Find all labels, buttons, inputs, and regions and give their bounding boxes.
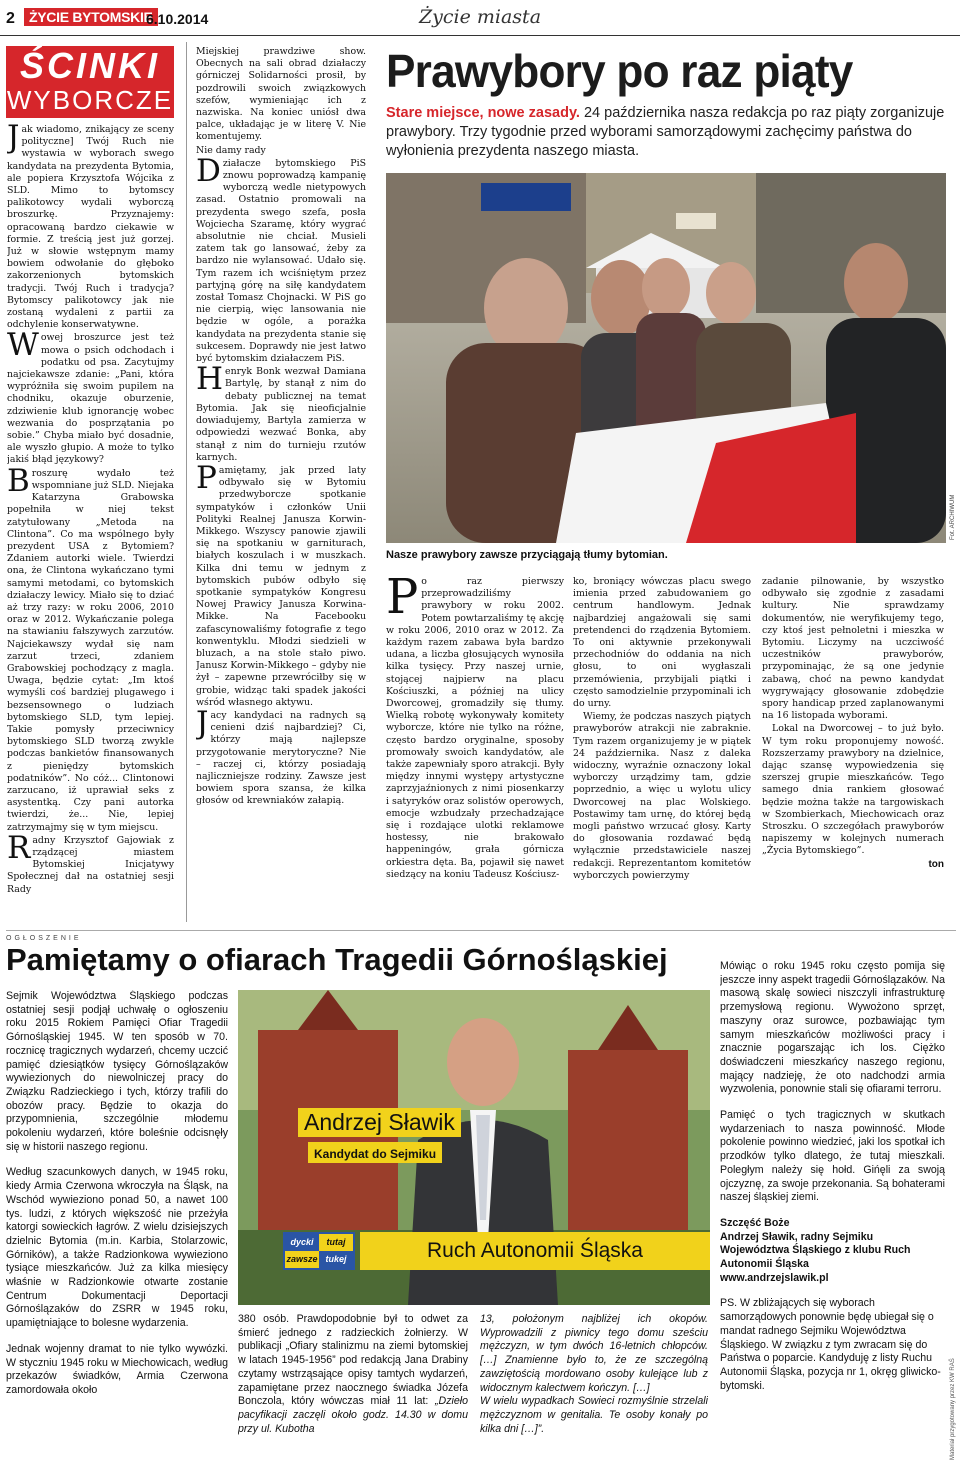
ad-website: www.andrzejslawik.pl (720, 1271, 829, 1284)
scinki-c2-p3: enryk Bonk wezwał Damiana Bartylę, by stanął z nim do debaty publicznej na temat Bytomia. Jak się nieoficjalnie dowiadujemy, Bartyla zamierza w odpowiedzi wezwać Bonka, aby stanął z nim do turnieju rzutów karnych. (196, 366, 366, 463)
ad-headline: Pamiętamy o ofiarach Tragedii Górnośląskiej (6, 942, 668, 977)
drop-cap: J (196, 704, 209, 741)
lead-bold: Stare miejsce, nowe zasady. (386, 105, 580, 121)
article-column-3 (762, 576, 944, 920)
logo-badge (24, 8, 158, 26)
ad-left-column (6, 990, 228, 1465)
ad-side-note: Materiał przygotowany przez KW RAŚ (950, 1358, 956, 1460)
candidate-role: Kandydat do Sejmiku (314, 1147, 437, 1161)
ad-middle-column (238, 1313, 468, 1463)
ad-left-p1: Sejmik Województwa Śląskiego podczas ostatniej sesji podjął uchwałę o ogłoszeniu roku 2015 Rokiem Pamięci Ofiar Tragedii Górnośląskiej 1945. W ten sposób w 70. rocznicę tragicznych wydarzeń, chcemy uczcić pamięć dziesiątków tysięcy Górnoślązaków wywiezionych do niewolniczej pracy do Związku Radzieckiego i tych, którzy trafili do obozów pracy. Będzie to okazja do przypomnienia, szczególnie młodemu pokoleniu wydarzeń, które boleśnie odcisnęły się w historii naszego regionu. (6, 990, 228, 1153)
scinki-p3: roszurę wydało też wspomniane już SLD. Niejaka Katarzyna Grabowska popełniła w niej tekst zatytułowany „Metoda na Clintona”. Co ma wspólnego były prezydent USA z Bytomiem? Zdaniem autorki wiele. Twierdzi ona, że Clintona wykańczano tymi samymi metodami, co bytomskich działaczy lewicy. Miało się to dziać aż trzy razy: w roku 2006, 2010 oraz w 2012. Wykańczanie polega na stawianiu fałszywych zarzutów. Najciekawszy wydał się nam zarzut trzeci, zdaniem Grabowskiej pochodzący z magla. Uwaga, będzie cytat: „Im ktoś wymyśli coś bardziej plugawego i bezsensownego o ludziach bytomskiego SLD, tym lepiej. Takie pomysły przeciwnicy bytomskiego SLD tworzą zwykle podczas bankietów finansowanych z pieniędzy bytomskich podatników”. No cóż... Clintonowi zarzucano, iż uprawiał seks z asystentką. Czy pani autorka twierdzi, że... Nie, lepiej zatrzymajmy się w tym miejscu. (7, 467, 174, 833)
photo-credit: Fot. ARCHIWUM (950, 494, 956, 540)
ad-middle-column-2 (480, 1313, 708, 1463)
candidate-role-banner (308, 1142, 442, 1163)
scinki-c2-p5: acy kandydaci na radnych są cenieni dziś najbardziej? Ci, którzy mają najlepsze przygotowanie merytoryczne? Nie – raczej ci, którzy posiadają najliczniejsze rodziny. Zawsze jest bowiem spora szansa, że kilka głosów od krewniaków załapią. (196, 709, 366, 807)
article-column-1 (386, 576, 564, 920)
article-col2-text: ko, broniący wówczas placu swego imienia przed zabudowaniem go centrum handlowym. Jednak najbardziej angażowali się sami pretendenci do rządzenia Bytomiem. To oni aktywnie przekonywali przechodniów do oddania na nich głosu, to oni wygłaszali przemówienia, przybijali piątki i często samodzielnie przypominali ich do urny. (573, 576, 751, 710)
badge-word-1: dycki (285, 1234, 319, 1251)
article-col1-text: o raz pierwszy przeprowadziliśmy prawybory w roku 2002. Potem powtarzaliśmy tę akcję w roku 2006, 2010 oraz w 2012. Za każdym razem zabawa była bardzo udana, a liczba głosujących wynosiła kilka tysięcy. Przy naszej urnie, stojącej najpierw na placu Kościuszki, a później na ulicy Dworcowej, gromadziły się tłumy. Wielką robotę wykonywały komitety wyborcze, które nie tylko na różne, często bardzo oryginalne, sposoby promowały swoich kandydatów, ale także zapewniały sporo atrakcji. Były między innymi występy artystyczne zaprzyjaźnionych z nimi piosenkarzy i satyryków oraz solistów operowych, emocje wzbudzały przechadzające się i rozdające ulotki reklamowe hostessy, nie brakowało happeningów, grała górnicza orkiestra dęta. Ba, pojawił się nawet siedzący na koniu Tadeusz Kościusz- (386, 576, 564, 880)
ad-label-text: OGŁOSZENIE (6, 935, 88, 942)
scinki-title-box (6, 46, 174, 118)
photo-caption: Nasze prawybory zawsze przyciągają tłumy bytomian. (386, 549, 668, 561)
badge-word-4: tukej (319, 1251, 353, 1268)
candidate-name: Andrzej Sławik (304, 1109, 455, 1135)
scinki-column-1 (7, 124, 174, 924)
photo-illustration (386, 173, 946, 543)
drop-cap: P (386, 576, 419, 625)
drop-cap: W (7, 327, 39, 364)
scinki-p1: ak wiadomo, znikający ze sceny polityczne] Twój Ruch nie wystawia w wyborach swego kandydata na prezydenta Bytomia, ale popiera Krzysztofa Wójcika z SLD. Mimo to bytomscy palikotowcy wydali wyborczą broszurkę. Przyznajemy: opracowaną bardzo ciekawie w formie. Z treścią jest już gorzej. Już w słowie wstępnym mamy bowiem odwołanie do głęboko zakorzenionych bytomskich tradycji. Twój Ruch i tradycja? Bytomscy palikotowcy jak nie zostaną wydaleni z partii za odchylenie konserwatywne. (7, 124, 174, 331)
ad-label (6, 925, 956, 942)
drop-cap: B (7, 462, 30, 499)
article-col3-text: zadanie pilnowanie, by wszystko odbywało się zgodnie z zasadami kultury. Nie sprawdzamy dokumentów, nie weryfikujemy tego, czy ktoś jest pełnoletni i mieszka w Bytomiu. Liczymy na uczciwość uczestników prawyborów, przypominając, że są one jedynie zabawą, choć na pewno kandydat wygrywający głosowanie zdobędzie spory handicap przed zaplanowanymi na 16 listopada wyborami. (762, 576, 944, 722)
article-lead (386, 104, 952, 161)
drop-cap: H (196, 361, 224, 398)
logo-text: ŻYCIE BYTOMSKIE (29, 9, 153, 25)
scinki-title-line1: ŚCINKI (19, 45, 160, 86)
ad-mid2-p2: W wielu wypadkach Sowieci rozmyślnie strzelali mężczyznom w genitalia. Te osoby konały po kilka dni […]”. (480, 1395, 708, 1435)
scinki-column-2 (196, 46, 366, 920)
ad-right-p2: Pamięć o tych tragicznych w skutkach wydarzeniach to nasza powinność. Młode pokolenie powinno wiedzieć, jaki los spotkał ich przodków tylko dlatego, że tutaj mieszkali. Poległym należy się hołd. Gińęli za swoją ojczyznę, za swoje przekonania. Są bohaterami naszej śląskiej ziemi. (720, 1109, 945, 1204)
ad-right-column (720, 960, 945, 1465)
party-name: Ruch Autonomii Śląska (427, 1239, 643, 1262)
badge-word-2: tutaj (326, 1237, 346, 1247)
column-divider (186, 42, 187, 922)
ad-greeting: Szczęść Boże (720, 1216, 790, 1229)
article-column-2 (573, 576, 751, 920)
ad-mid-p1: 380 osób. Prawdopodobnie był to odwet za śmierć jednego z radzieckich żołnierzy. W publikacji „Ofiary stalinizmu na ziemi bytomskiej w latach 1945-1956” pod redakcją Jana Drabiny czytamy wstrząsające opisy tamtych wydarzeń, zapamiętane przez naocznego świadka Józefa Bonczola, który wówczas miał 11 lat: (238, 1313, 468, 1408)
ad-left-p2: Według szacunkowych danych, w 1945 roku, kiedy Armia Czerwona wkroczyła na Śląsk, na Wschód wywieziono ponad 50, a nawet 100 tys. ludzi, z których większość nie przeżyła katorgi sowieckich łagrów. Z wielu dzisiejszych dzielnic Bytomia (m.in. Karbia, Stolarzowic, Górników), a także Radzionkowa wywieziono tysiące mieszkańców. Już za kilka miesięcy właśnie w Radzionkowie otwarte zostanie Centrum Dokumentacji Deportacji Górnoślązaków do ZSRR w 1945 roku, upamiętniające to bolesne wydarzenia. (6, 1166, 228, 1330)
newspaper-photo (386, 173, 946, 543)
scinki-p4: adny Krzysztof Gajowiak z rządzącej miastem Bytomskiej Inicjatywy Społecznej dał na ostatniej sesji Rady (7, 834, 174, 895)
ad-signature: Andrzej Sławik, radny Sejmiku Województwa Śląskiego z klubu Ruch Autonomii Śląska (720, 1230, 911, 1271)
scinki-subhead: Nie damy rady (196, 144, 266, 156)
candidate-portrait (238, 990, 710, 1305)
drop-cap: D (196, 152, 221, 189)
drop-cap: R (7, 829, 31, 866)
party-badge (283, 1232, 355, 1270)
ad-left-p3: Jednak wojenny dramat to nie tylko wywózki. W styczniu 1945 roku w Miechowicach, według przekazów świadków, Armia Czerwona zamordowała około (6, 1342, 228, 1396)
ad-right-p1: Mówiąc o roku 1945 roku często pomija się jeszcze inny aspekt tragedii Górnoślązaków. Na masową skalę sowieci niszczyli infrastrukturę przemysłową regionu. Wywożono sprzęt, maszyny oraz surowce, pozbawiając tym samym mieszkańców możliwości pracy i znacznie pogarszając ich los. Ciężko doświadczeni mieszkańcy naszego regionu, mający nadzieję, że oto nadchodzi armia wyzwolenia, ponownie stali się ofiarami terroru. (720, 960, 945, 1096)
scinki-c2-p4: amiętamy, jak przed laty odbywało się w Bytomiu przedwyborcze spotkanie sympatyków i członków Unii Polityki Realnej Janusza Korwin-Mikkego. Wszyscy panowie zjawili się na spotkaniu w garniturach, białych koszulach i w muszkach. Kilka dni temu w jednym z bytomskich pubów odbyło się spotkanie sympatyków Kongresu Nowej Prawicy Janusza Korwina-Mikke. Na Facebooku zafascynowaliśmy fotografie z tego konwentyklu. Młodzi siedzieli w bluzach, a na stole stało piwo. Janusz Korwin-Mikkego – gdyby nie żył – zapewne przewróciłby się w grobie, widząc taki spadek jakości wśród własnego aktywu. (196, 464, 366, 708)
badge-word-3: zawsze (286, 1254, 318, 1264)
ad-mid2-p1: 13, położonym najbliżej ich okopów. Wyprowadzili z piwnicy tego domu sześciu mężczyzn, w tym dwóch 16-letnich chłopców. […] Znamienne było to, że ze szczególną zawziętością mordowano osoby kulejące lub z widocznym kalectwem kończyn. […] (480, 1313, 708, 1394)
scinki-c2-p1: Miejskiej prawdziwe show. Obecnych na sali obrad działaczy górniczej Solidarności prosił, by pozdrowili swoich związkowych szefów, wymieniając ich z nazwiska. Na koniec uniósł dwa palce, układając je w literę V. Nie komentujemy. (196, 46, 366, 143)
party-name-banner (360, 1232, 710, 1270)
scinki-c2-p2: ziałacze bytomskiego PiS znowu poprowadzą kampanię wyborczą wedle nietypowych zasad. Ostatnio promowali na prezydenta swego szefa, posła Wojciecha Szaramę, który wygrać absolutnie nie chciał. Musieli zatem tak go lansować, żeby za bardzo nie wylansować. Udało się. Tym razem ich wciśniętym przez partyjną górę na siłę kandydatem został Tomasz Chojnacki. W PiS go nie cierpią, więc lansowania nie będzie w ogóle, a porażka kandydata na prezydenta stanie się sukcesem. Doprawdy nie jest łatwo być bytomskim działaczem PiS. (196, 157, 366, 365)
article-headline: Prawybory po raz piąty (386, 45, 853, 97)
page-number: 2 (6, 10, 15, 27)
lead-text: 24 października nasza redakcja po raz piąty zorganizuje prawybory. Trzy tygodnie przed wyborami samorządowymi zachęcimy państwa do wyłonienia prezydenta naszego miasta. (386, 105, 945, 159)
candidate-name-banner (298, 1108, 461, 1137)
drop-cap: J (7, 124, 20, 155)
scinki-title-line2: WYBORCZE (6, 85, 174, 115)
article-signature: ton (928, 858, 944, 870)
article-col3b-text: Lokal na Dworcowej – to już było. W tym roku proponujemy nowość. Rozszerzamy prawybory na dzielnice, dając szansę wypowiedzenia się szerszej grupie mieszkańców. Tego samego dnia rankiem głosować będzie można także na targowiskach w Szombierkach, Miechowicach oraz Stroszku. O szczegółach prawyborów napiszemy w kolejnych numerach „Życia Bytomskiego”. (762, 723, 944, 857)
section-title: Życie miasta (418, 6, 542, 28)
header-rule (0, 35, 960, 36)
ad-mid-p1-quote: „Dzieło pacyfikacji zaczęli około godz. 14.30 w domu przy ul. Kubotha (238, 1395, 468, 1435)
ad-ps: PS. W zbliżających się wyborach samorządowych ponownie będę ubiegał się o mandat radnego Sejmiku Województwa Śląskiego. W związku z tym zwracam się do Państwa o poparcie. Kandyduję z listy Ruchu Autonomii Śląska, pozycja nr 1, okręg gliwicko-bytomski. (720, 1297, 941, 1392)
drop-cap: P (196, 459, 217, 496)
article-col2b-text: Wiemy, że podczas naszych piątych prawyborów atrakcji nie zabraknie. Tym razem organizujemy je w piątek 24 października. Nasz z daleka widoczny, wyraźnie oznaczony lokal wyborczy urządzimy tam, gdzie poprzednio, a więc u wylotu ulicy Dworcowej na plac Wolskiego. Postawimy tam urnę, do której będą mogli państwo wrzucać głosy. Karty do głosowania rozdawać będą wyłącznie przedstawiciele naszej redakcji. Reprezentantom komitetów wyborczych powierzymy (573, 711, 751, 881)
issue-date: 6.10.2014 (146, 11, 209, 27)
scinki-p2: owej broszurce jest też mowa o psich odchodach i podatku od psa. Zacytujmy najciekawsze zdanie: „Pani, która wypróżniła się swoim pupilem na chodniku, okazuje oburzenie, zdziwienie klub ignorancję wobec wezwania do posprzątania po sobie.” Chyba miało być dosadnie, ale wyszło głupio. A może to tylko jakiś błąd językowy? (7, 332, 174, 466)
